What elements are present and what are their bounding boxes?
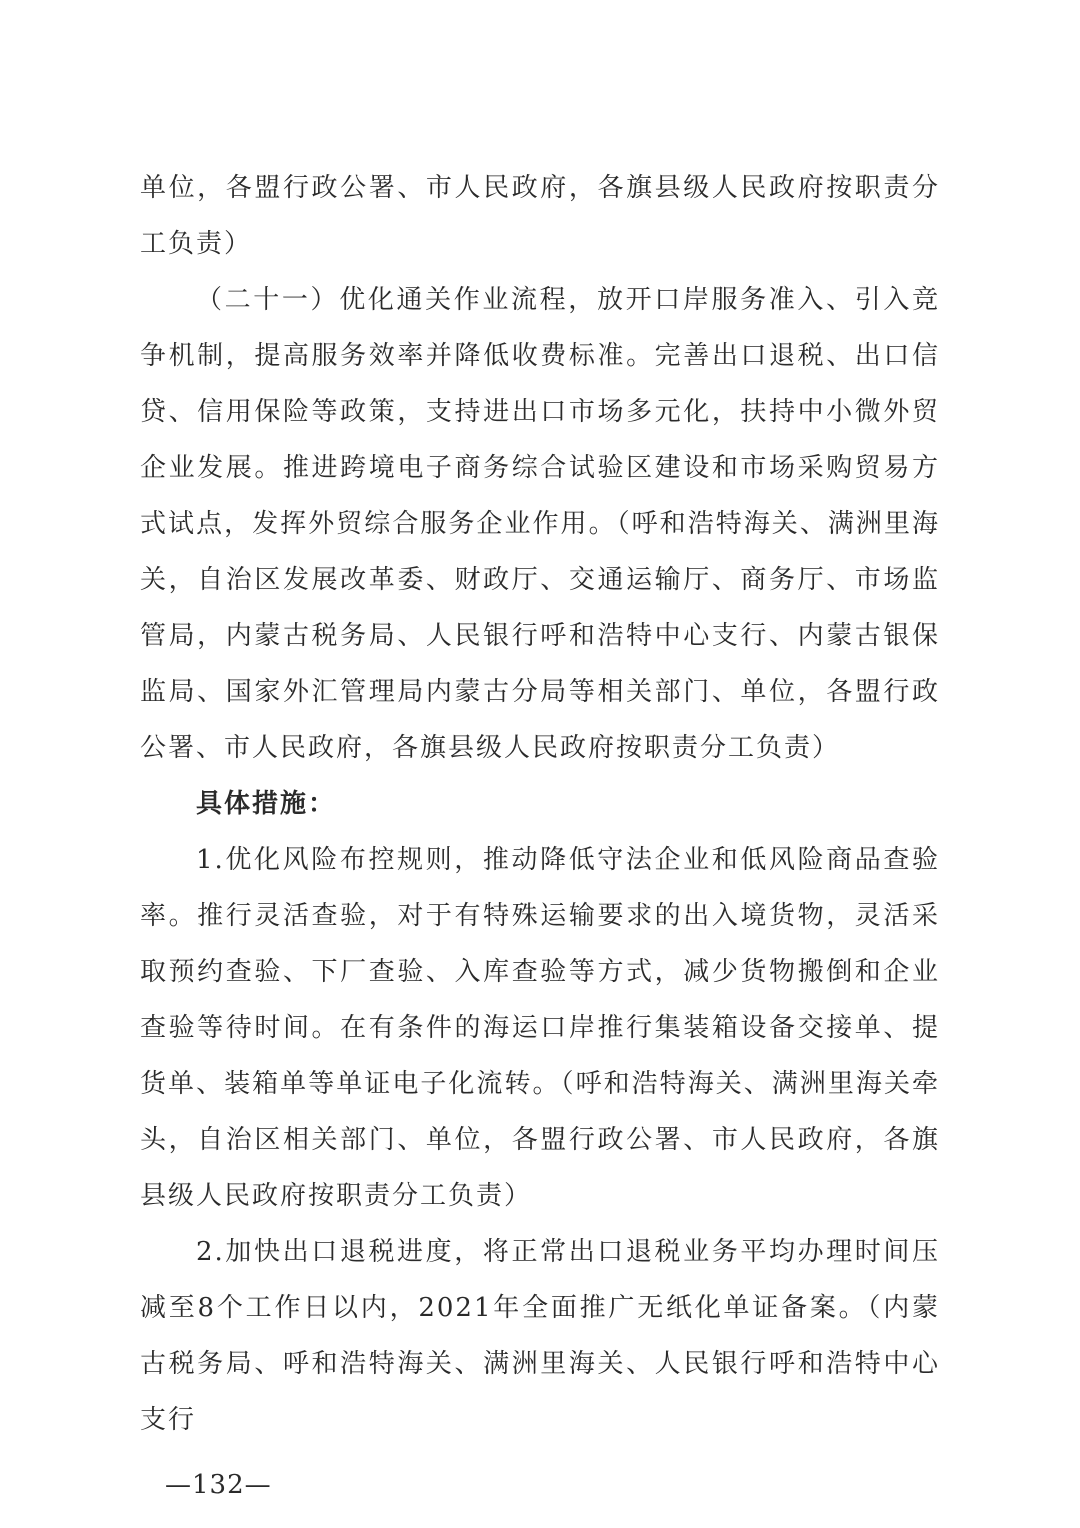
paragraph-measure-2: 2.加快出口退税进度，将正常出口退税业务平均办理时间压减至8个工作日以内，2021年全面推广无纸化单证备案。（内蒙古税务局、呼和浩特海关、满洲里海关、人民银行呼和浩特中心支行 <box>140 1237 940 1435</box>
paragraph-item-21: （二十一）优化通关作业流程，放开口岸服务准入、引入竞争机制，提高服务效率并降低收费标准。完善出口退税、出口信贷、信用保险等政策，支持进出口市场多元化，扶持中小微外贸企业发展。推进跨境电子商务综合试验区建设和市场采购贸易方式试点，发挥外贸综合服务企业作用。（呼和浩特海关、满洲里海关，自治区发展改革委、财政厅、交通运输厅、商务厅、市场监管局，内蒙古税务局、人民银行呼和浩特中心支行、内蒙古银保监局、国家外汇管理局内蒙古分局等相关部门、单位，各盟行政公署、市人民政府，各旗县级人民政府按职责分工负责） <box>140 285 940 763</box>
measures-heading: 具体措施： <box>196 789 337 819</box>
page-number: —132— <box>165 1470 272 1500</box>
document-page <box>140 160 940 1448</box>
paragraph-measure-1: 1.优化风险布控规则，推动降低守法企业和低风险商品查验率。推行灵活查验，对于有特殊运输要求的出入境货物，灵活采取预约查验、下厂查验、入库查验等方式，减少货物搬倒和企业查验等待时间。在有条件的海运口岸推行集装箱设备交接单、提货单、装箱单等单证电子化流转。（呼和浩特海关、满洲里海关牵头，自治区相关部门、单位，各盟行政公署、市人民政府，各旗县级人民政府按职责分工负责） <box>140 845 940 1211</box>
paragraph-continuation: 单位，各盟行政公署、市人民政府，各旗县级人民政府按职责分工负责） <box>140 173 940 259</box>
